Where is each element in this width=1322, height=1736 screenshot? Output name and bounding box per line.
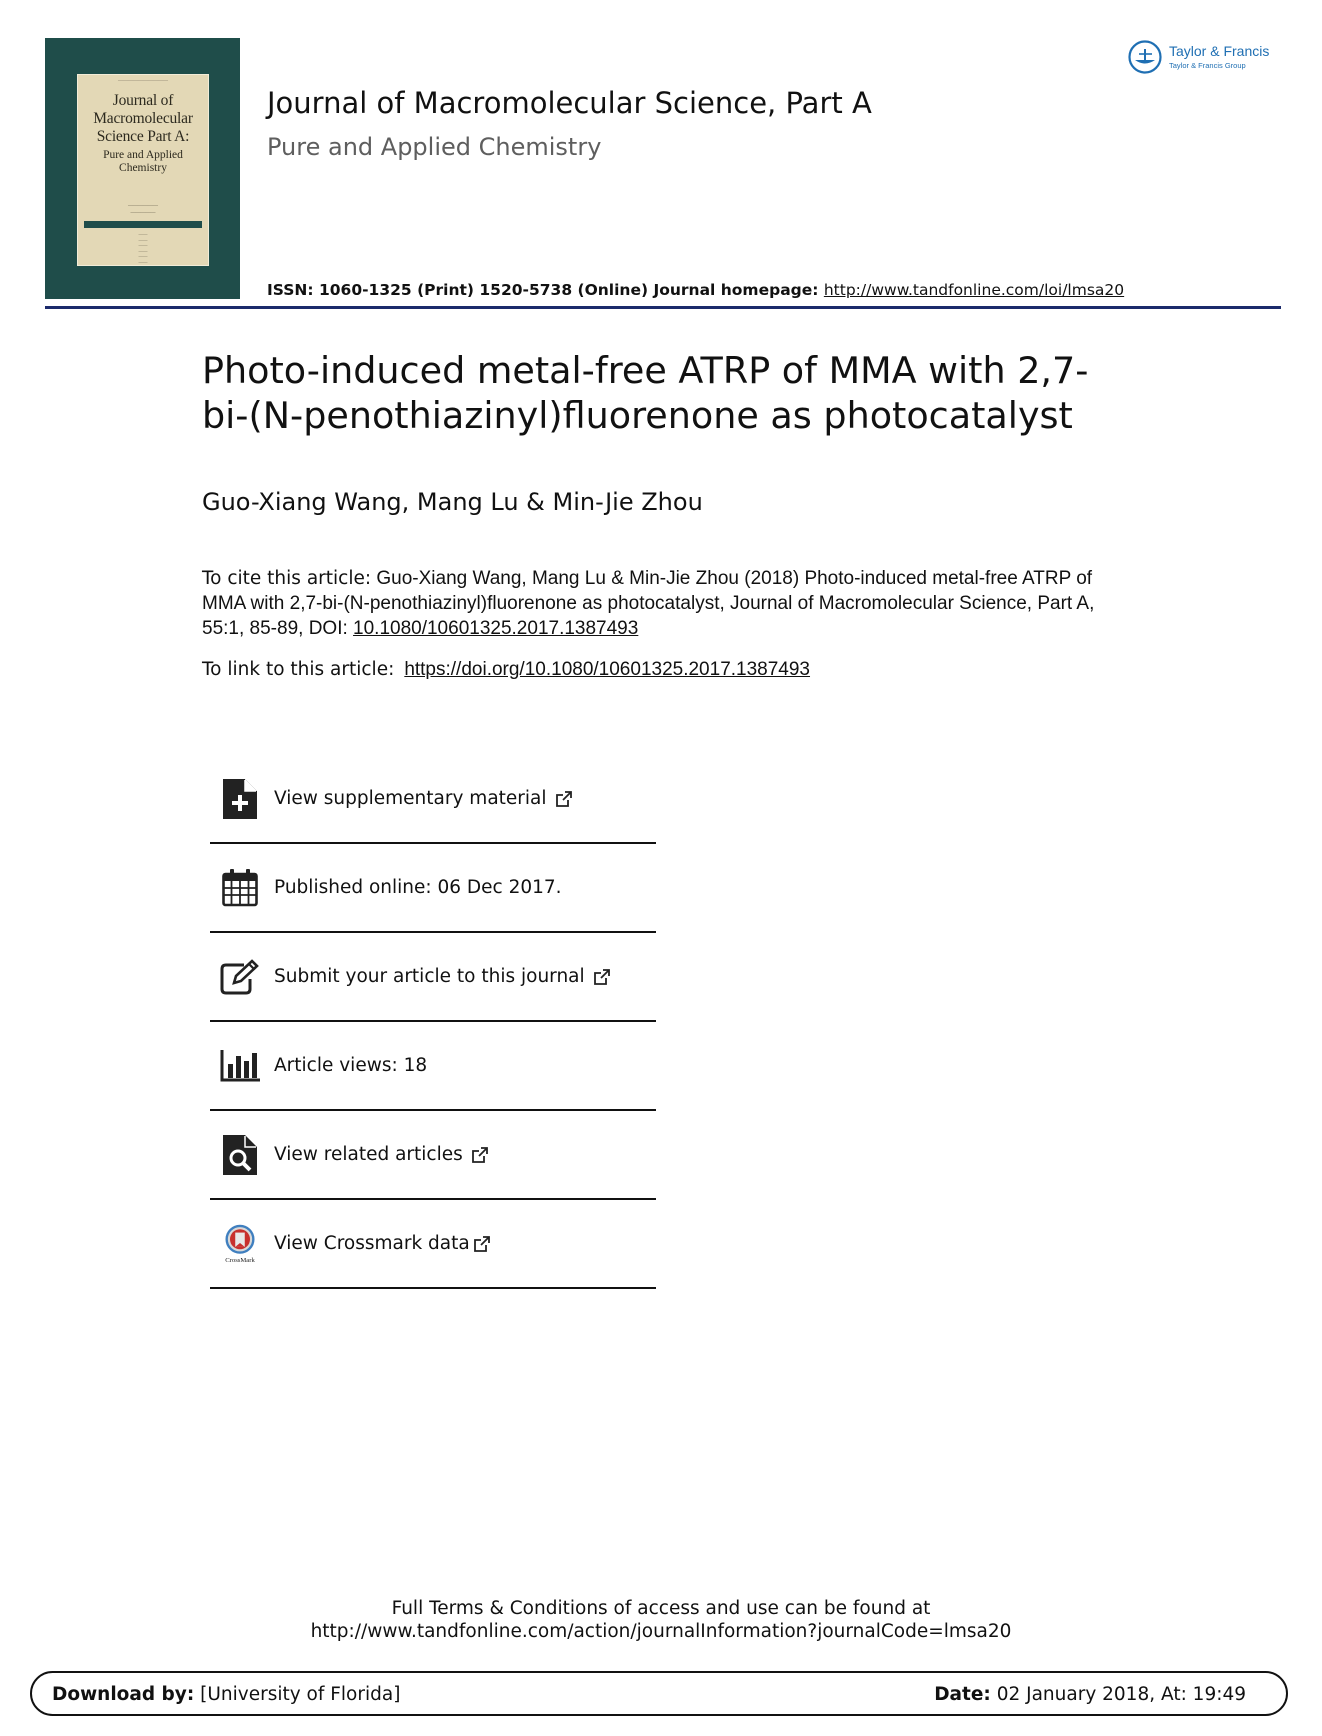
cover-title: Journal of Macromolecular Science Part A: <box>93 92 193 145</box>
terms-notice <box>0 1597 1322 1643</box>
crossmark-item[interactable] <box>210 1200 656 1289</box>
journal-title: Journal of Macromolecular Science, Part A <box>267 86 872 120</box>
calendar-icon <box>220 868 260 908</box>
terms-line-1: Full Terms & Conditions of access and use can be found at <box>391 1598 931 1619</box>
article-authors: Guo-Xiang Wang, Mang Lu & Min-Jie Zhou <box>202 488 703 516</box>
publisher-logo-icon <box>1128 40 1162 74</box>
article-title: Photo-induced metal-free ATRP of MMA with 2,7-bi-(N-penothiazinyl)fluorenone as photocatalyst <box>202 349 1089 437</box>
download-by-value: [University of Florida] <box>194 1684 401 1705</box>
crossmark-logo-text: CrossMark <box>225 1256 255 1264</box>
published-online-label: Published online: 06 Dec 2017. <box>274 877 562 898</box>
article-views-label: Article views: 18 <box>274 1055 428 1076</box>
external-link-icon <box>471 1146 489 1164</box>
crossmark-label: View Crossmark data <box>274 1233 470 1254</box>
download-by <box>52 1684 400 1705</box>
submit-article-label: Submit your article to this journal <box>274 966 585 987</box>
published-online-item <box>210 844 656 933</box>
external-link-icon <box>593 968 611 986</box>
external-link-icon <box>555 790 573 808</box>
publisher-group: Taylor & Francis Group <box>1169 61 1246 70</box>
journal-cover-image <box>45 38 240 299</box>
issn-line <box>267 281 1124 299</box>
citation-doi-link[interactable]: 10.1080/10601325.2017.1387493 <box>353 618 639 639</box>
journal-homepage-link[interactable]: http://www.tandfonline.com/loi/lmsa20 <box>823 281 1125 299</box>
publisher-logo[interactable] <box>1128 38 1283 78</box>
article-info-list <box>210 755 656 1289</box>
crossmark-icon <box>220 1224 260 1264</box>
download-date-value: 02 January 2018, At: 19:49 <box>990 1684 1246 1705</box>
article-link-line <box>202 659 810 681</box>
document-plus-icon <box>220 779 260 819</box>
cover-subtitle: Pure and Applied Chemistry <box>103 149 183 174</box>
journal-subtitle: Pure and Applied Chemistry <box>267 133 602 161</box>
supplementary-material-item[interactable] <box>210 755 656 844</box>
related-articles-item[interactable] <box>210 1111 656 1200</box>
article-views-item <box>210 1022 656 1111</box>
submit-article-item[interactable] <box>210 933 656 1022</box>
cover-decoration-lines: —————— ————— <box>128 204 158 216</box>
citation-label: To cite this article: <box>202 568 372 589</box>
header-rule <box>45 306 1281 309</box>
citation-block <box>202 566 1122 641</box>
publisher-name: Taylor & Francis <box>1169 43 1270 59</box>
edit-icon <box>220 957 260 997</box>
cover-decoration: —————————— <box>118 79 168 84</box>
external-link-icon <box>473 1235 491 1253</box>
document-search-icon <box>220 1135 260 1175</box>
article-link-label: To link to this article: <box>202 659 395 680</box>
bar-chart-icon <box>220 1046 260 1086</box>
download-date-label: Date: <box>934 1684 991 1705</box>
download-date <box>934 1684 1246 1705</box>
related-articles-label: View related articles <box>274 1144 463 1165</box>
cover-panel <box>77 74 209 266</box>
terms-url[interactable]: http://www.tandfonline.com/action/journalInformation?journalCode=lmsa20 <box>310 1621 1012 1642</box>
article-doi-link[interactable]: https://doi.org/10.1080/10601325.2017.1387493 <box>404 659 811 680</box>
cover-decoration-list: —— —— —— —— —— —— <box>138 231 148 264</box>
citation-text: Guo-Xiang Wang, Mang Lu & Min-Jie Zhou (2018) Photo-induced metal-free ATRP of MMA with 2,7-bi-(N-penothiazinyl)fluorenone as photocatalyst, Journal of Macromolecular Science, Part A, 55:1, 85-89, DOI: <box>202 568 1095 639</box>
issn-text: ISSN: 1060-1325 (Print) 1520-5738 (Online) Journal homepage: <box>267 281 824 299</box>
supplementary-material-label: View supplementary material <box>274 788 547 809</box>
download-info-bar <box>30 1671 1288 1716</box>
download-by-label: Download by: <box>52 1684 195 1705</box>
cover-band <box>84 221 202 228</box>
